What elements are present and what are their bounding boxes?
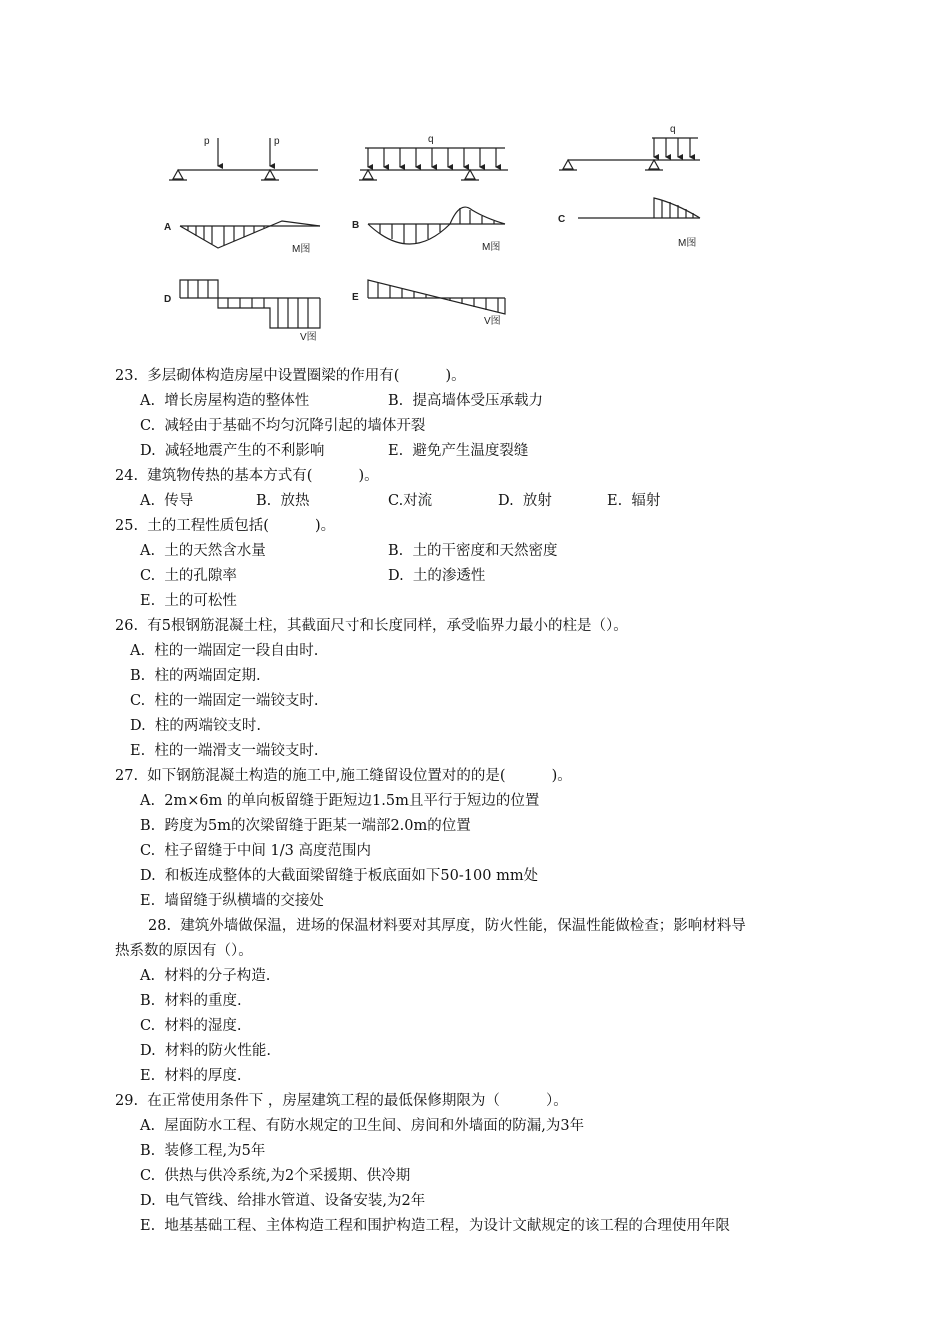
question-stem: 25. 土的工程性质包括( )。 (115, 518, 336, 534)
option: D. 土的渗透性 (388, 568, 486, 584)
question-stem: 27. 如下钢筋混凝土构造的施工中,施工缝留设位置对的的是( )。 (115, 768, 572, 784)
question-stem: 26. 有5根钢筋混凝土柱，其截面尺寸和长度同样，承受临界力最小的柱是（）。 (115, 618, 628, 634)
option: D. 电气管线、给排水管道、设备安装,为2年 (140, 1193, 426, 1209)
option: D. 放射 (498, 493, 552, 509)
question-stem: 23. 多层砌体构造房屋中设置圈梁的作用有( )。 (115, 368, 466, 384)
option: E. 材料的厚度. (140, 1068, 242, 1084)
option: C.对流 (388, 493, 433, 509)
question-stem: 24. 建筑物传热的基本方式有( )。 (115, 468, 379, 484)
diagram-e-shear (368, 280, 505, 314)
option: C. 减轻由于基础不均匀沉降引起的墙体开裂 (140, 418, 426, 434)
diagram-b-moment (368, 207, 505, 244)
load-label-q1: q (428, 134, 434, 145)
option: D. 和板连成整体的大截面梁留缝于板底面如下50-100 mm处 (140, 868, 539, 884)
option: A. 屋面防水工程、有防水规定的卫生间、房间和外墙面的防漏,为3年 (140, 1118, 585, 1134)
option: E. 墙留缝于纵横墙的交接处 (140, 893, 324, 909)
option: E. 柱的一端滑支一端铰支时. (130, 743, 319, 759)
option: B. 柱的两端固定期. (130, 668, 261, 684)
option: B. 材料的重度. (140, 993, 242, 1009)
option: A. 传导 (140, 493, 194, 509)
option: C. 供热与供冷系统,为2个采援期、供冷期 (140, 1168, 411, 1184)
diagram-d-shear (180, 280, 320, 328)
load-label-p2: p (274, 136, 280, 147)
beam-overhang-load (559, 138, 700, 170)
option: E. 地基基础工程、主体构造工程和围护构造工程，为设计文献规定的该工程的合理使用年限 (140, 1218, 730, 1234)
option: B. 跨度为5m的次梁留缝于距某一端部2.0m的位置 (140, 818, 471, 834)
option: D. 材料的防火性能. (140, 1043, 272, 1059)
option: B. 放热 (256, 493, 310, 509)
option: A. 材料的分子构造. (140, 968, 271, 984)
diagram-label-m-b: M图 (482, 242, 501, 253)
beam-point-loads (169, 138, 318, 180)
diagram-letter-a: A (164, 222, 172, 233)
option: A. 增长房屋构造的整体性 (140, 393, 310, 409)
load-label-p1: p (204, 136, 210, 147)
option: A. 土的天然含水量 (140, 543, 266, 559)
option: E. 避免产生温度裂缝 (388, 443, 529, 459)
option: A. 柱的一端固定一段自由时. (130, 643, 319, 659)
option: C. 材料的湿度. (140, 1018, 242, 1034)
option: C. 柱的一端固定一端铰支时. (130, 693, 319, 709)
load-label-q2: q (670, 124, 676, 135)
structural-diagrams-figure (160, 118, 720, 358)
question-stem-continued: 热系数的原因有（）。 (115, 943, 253, 959)
option: A. 2m×6m 的单向板留缝于距短边1.5m且平行于短边的位置 (140, 793, 540, 809)
option: D. 减轻地震产生的不利影响 (140, 443, 325, 459)
diagram-c-moment (578, 198, 700, 218)
beam-uniform-load (359, 148, 508, 180)
option: C. 柱子留缝于中间 1/3 高度范围内 (140, 843, 371, 859)
option: C. 土的孔隙率 (140, 568, 237, 584)
option: D. 柱的两端铰支时. (130, 718, 262, 734)
option: E. 辐射 (607, 493, 661, 509)
diagram-letter-b: B (352, 220, 360, 231)
diagram-label-m-a: M图 (292, 244, 311, 255)
option: B. 土的干密度和天然密度 (388, 543, 558, 559)
diagram-label-m-c: M图 (678, 238, 697, 249)
question-stem: 28. 建筑外墙做保温，进场的保温材料要对其厚度，防火性能，保温性能做检查；影响材料导 (148, 918, 746, 934)
option: B. 装修工程,为5年 (140, 1143, 266, 1159)
option: E. 土的可松性 (140, 593, 237, 609)
diagram-letter-d: D (164, 294, 172, 305)
diagram-label-v-d: V图 (300, 332, 317, 343)
diagram-label-v-e: V图 (484, 316, 501, 327)
question-stem: 29. 在正常使用条件下 ，房屋建筑工程的最低保修期限为（ ）。 (115, 1093, 568, 1109)
option: B. 提高墙体受压承载力 (388, 393, 543, 409)
diagram-letter-e: E (352, 292, 359, 303)
diagram-letter-c: C (558, 214, 566, 225)
